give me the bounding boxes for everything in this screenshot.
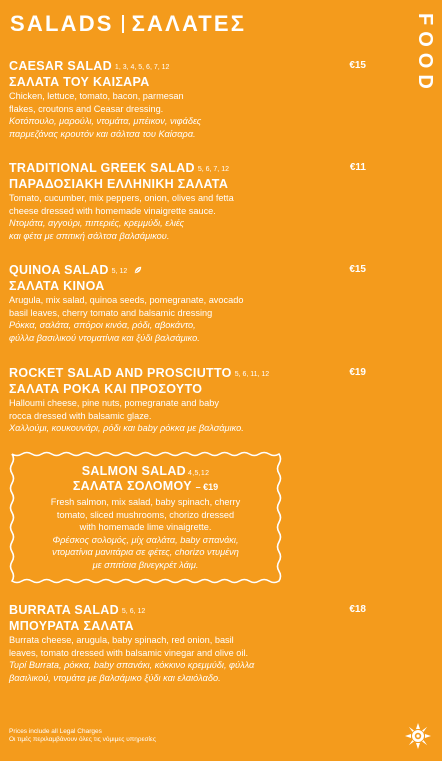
title-separator <box>122 15 124 33</box>
item-price: €19 <box>349 367 366 378</box>
sun-logo-icon <box>405 723 431 749</box>
item-description-gr: Ρόκκα, σαλάτα, σπόροι κινόα, ρόδι, αβοκάντο, <box>9 320 196 331</box>
item-description-en: leaves, tomato dressed with balsamic vinegar and olive oil. <box>9 647 248 658</box>
menu-item-burrata-salad <box>9 603 369 684</box>
item-description-en: Fresh salmon, mix salad, baby spinach, cherry <box>50 497 241 507</box>
menu-item-greek-salad <box>9 161 369 242</box>
item-description-en: Chicken, lettuce, tomato, bacon, parmesan <box>9 91 184 101</box>
item-description-gr: παρμεζάνας κρουτόν και σάλτσα του Καίσαρα. <box>9 128 196 139</box>
allergen-codes: 5, 12 <box>111 268 128 275</box>
item-description-en: basil leaves, cherry tomato and balsamic dressing <box>9 307 213 318</box>
item-description-en: rocca dressed with balsamic glaze. <box>9 410 152 421</box>
item-description-en: Halloumi cheese, pine nuts, pomegranate and baby <box>9 398 219 408</box>
legal-note-gr: Οι τιμές περιλαμβάνουν όλες τις νόμιμες υπηρεσίες <box>9 736 156 743</box>
item-price: €15 <box>349 264 366 275</box>
item-price: €11 <box>349 162 366 173</box>
item-name-en: CAESAR SALAD <box>9 59 112 73</box>
title-en: SALADS <box>10 11 114 36</box>
item-name-gr: ΣΑΛΑΤΑ ΣΟΛΟΜΟΥ <box>72 479 192 493</box>
item-price: €18 <box>349 604 366 615</box>
item-name-gr: ΣΑΛΑΤΑ ΚΙΝΟΑ <box>9 279 105 293</box>
item-description-gr: φύλλα βασιλικού ντοματίνια και ξύδι βαλσάμικο. <box>9 332 200 343</box>
menu-item-quinoa-salad <box>9 263 369 344</box>
menu-item-caesar-salad <box>9 59 369 140</box>
item-price: – €19 <box>195 482 219 492</box>
allergen-codes: 5, 6, 12 <box>121 608 146 615</box>
allergen-codes: 5, 6, 11, 12 <box>234 371 270 378</box>
allergen-codes: 5, 6, 7, 12 <box>197 166 229 173</box>
item-description-gr: Κοτόπουλο, μαρούλι, ντομάτα, μπέικον, νιφάδες <box>9 116 202 127</box>
page-title <box>10 11 246 37</box>
item-description-gr: με σπιτίσια βινεγκρέτ λάιμ. <box>92 559 199 570</box>
special-item-salmon-salad <box>8 450 283 585</box>
item-description-gr: Φρέσκος σολομός, μίχ σαλάτα, baby σπανάκι, <box>52 534 239 545</box>
menu-item-rocket-salad <box>9 366 369 435</box>
item-name-gr: ΣΑΛΑΤΑ ΡΟΚΑ ΚΑΙ ΠΡΟΣΟΥΤΟ <box>9 382 203 396</box>
item-name-en: ROCKET SALAD AND PROSCIUTTO <box>9 366 232 380</box>
item-description-gr: Τυρί Burrata, ρόκκα, baby σπανάκι, κόκκινο κρεμμύδι, φύλλα <box>9 660 255 671</box>
allergen-codes: 1, 3, 4, 5, 6, 7, 12 <box>114 64 170 71</box>
item-description-en: with homemade lime vinaigrette. <box>79 522 212 533</box>
item-name-en: QUINOA SALAD <box>9 263 109 277</box>
item-description-gr: βασιλικού, ντομάτα με βαλσάμικο ξύδι και ελαιόλαδο. <box>9 672 221 683</box>
item-description-gr: και φέτα με σπιτική σάλτσα βαλσάμικου. <box>9 230 170 241</box>
legal-note <box>9 728 156 744</box>
item-description-en: tomato, sliced mushrooms, chorizo dressed <box>56 509 235 520</box>
item-name-gr: ΣΑΛΑΤΑ ΤΟΥ ΚΑΙΣΑΡΑ <box>9 75 150 89</box>
section-label-food: FOOD <box>414 13 436 95</box>
item-name-en: TRADITIONAL GREEK SALAD <box>9 161 195 175</box>
item-description-en: Tomato, cucumber, mix peppers, onion, olives and fetta <box>9 193 234 203</box>
item-description-gr: Ντομάτα, αγγούρι, πιπεριές, κρεμμύδι, ελιές <box>9 218 185 229</box>
item-description-gr: ντοματίνια μανιτάρια σε φέτες, chorizo ντυμένη <box>52 547 239 558</box>
allergen-codes: 4,5,12 <box>188 470 210 477</box>
leaf-icon <box>134 266 142 274</box>
item-description-en: flakes, croutons and Ceasar dressing. <box>9 103 164 114</box>
item-price: €15 <box>349 60 366 71</box>
item-name-gr: ΠΑΡΑΔΟΣΙΑΚΗ ΕΛΛΗΝΙΚΗ ΣΑΛΑΤΑ <box>9 177 229 191</box>
item-description-gr: Χαλλούμι, κουκουνάρι, ρόδι και baby ρόκκα με βαλσάμικο. <box>9 423 244 434</box>
item-description-en: Arugula, mix salad, quinoa seeds, pomegranate, avocado <box>9 295 244 305</box>
item-name-en: SALMON SALAD <box>81 464 187 478</box>
item-description-en: cheese dressed with homemade vinaigrette sauce. <box>9 205 216 216</box>
legal-note-en: Prices include all Legal Charges <box>9 728 102 735</box>
item-name-gr: ΜΠΟΥΡΑΤΑ ΣΑΛΑΤΑ <box>9 619 134 633</box>
item-description-en: Burrata cheese, arugula, baby spinach, red onion, basil <box>9 635 234 645</box>
item-name-en: BURRATA SALAD <box>9 603 119 617</box>
title-gr: ΣΑΛΑΤΕΣ <box>131 11 247 36</box>
